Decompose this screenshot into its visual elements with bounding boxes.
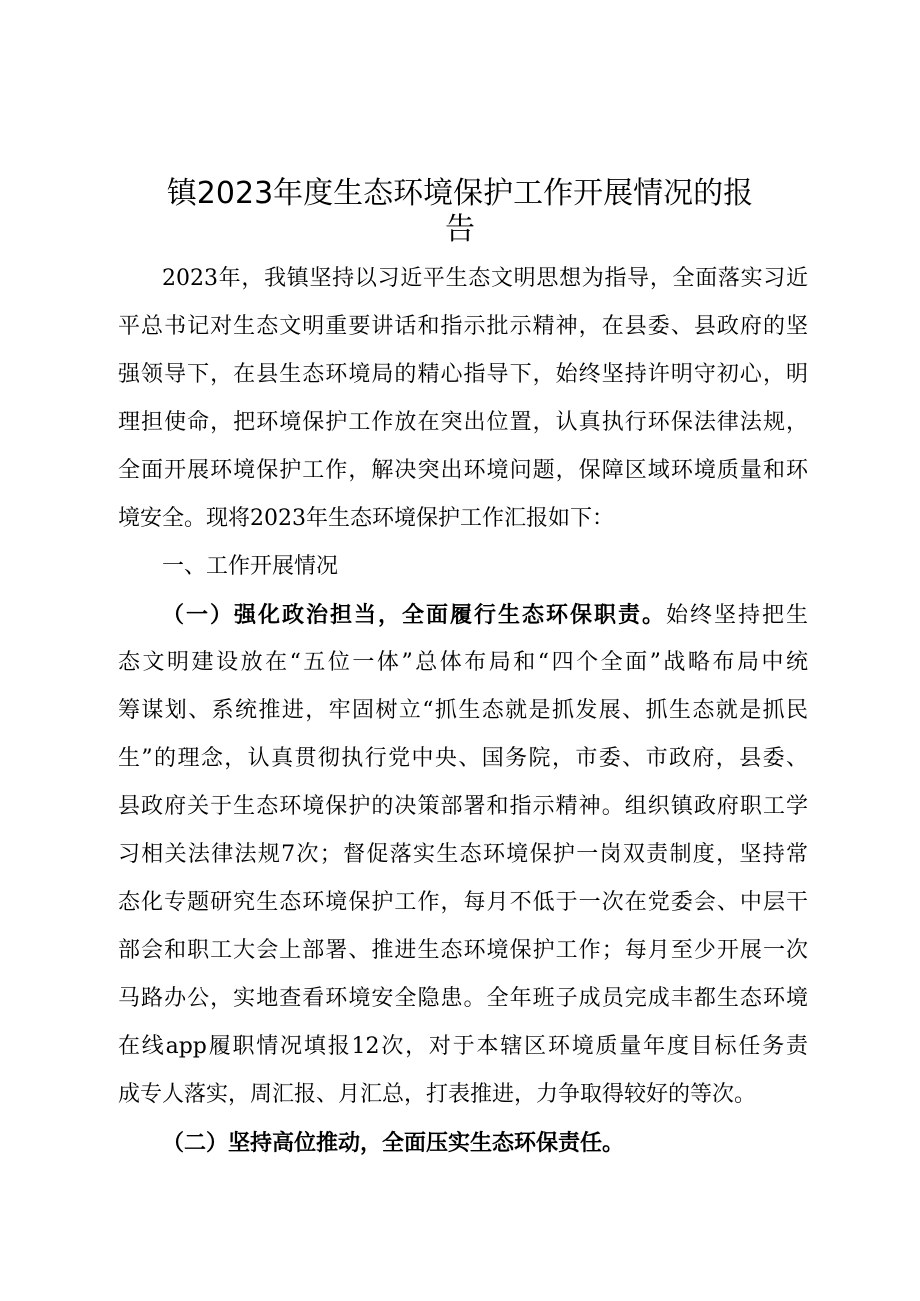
paragraph-line: 全面开展环境保护工作，解决突出环境问题，保障区域环境质量和环 <box>118 458 808 483</box>
subsection-heading: （一）强化政治担当，全面履行生态环保职责。 <box>162 602 666 628</box>
paragraph-line: 生”的理念，认真贯彻执行党中央、国务院，市委、市政府，县委、 <box>118 746 808 771</box>
paragraph-line: 理担使命，把环境保护工作放在突出位置，认真执行环保法律法规， <box>118 410 808 435</box>
paragraph-line: 县政府关于生态环境保护的决策部署和指示精神。组织镇政府职工学 <box>118 794 808 819</box>
paragraph-line: 境安全。现将2023年生态环境保护工作汇报如下： <box>118 506 614 531</box>
paragraph-line: 习相关法律法规7次；督促落实生态环境保护一岗双责制度，坚持常 <box>118 842 808 867</box>
subsection-first-line <box>162 600 808 631</box>
paragraph-line: 在线app履职情况填报12次，对于本辖区环境质量年度目标任务责 <box>118 1034 808 1059</box>
document-title-line2: 告 <box>445 212 475 247</box>
section-heading: 一、工作开展情况 <box>162 554 339 579</box>
subsection-text: 始终坚持把生 <box>665 603 808 628</box>
paragraph-line: 2023年，我镇坚持以习近平生态文明思想为指导，全面落实习近 <box>162 266 808 291</box>
paragraph-line: 强领导下，在县生态环境局的精心指导下，始终坚持许明守初心，明 <box>118 362 808 387</box>
paragraph-line: 筹谋划、系统推进，牢固树立“抓生态就是抓发展、抓生态就是抓民 <box>118 698 808 723</box>
paragraph-line: 马路办公，实地查看环境安全隐患。全年班子成员完成丰都生态环境 <box>118 986 808 1011</box>
paragraph-line: 成专人落实，周汇报、月汇总，打表推进，力争取得较好的等次。 <box>118 1082 757 1107</box>
paragraph-line: 部会和职工大会上部署、推进生态环境保护工作；每月至少开展一次 <box>118 938 808 963</box>
paragraph-line: 态文明建设放在“五位一体”总体布局和“四个全面”战略布局中统 <box>118 650 808 675</box>
paragraph-line: 态化专题研究生态环境保护工作，每月不低于一次在党委会、中层干 <box>118 890 808 915</box>
subsection-heading: （二）坚持高位推动，全面压实生态环保责任。 <box>162 1130 625 1156</box>
document-title-line1: 镇2023年度生态环境保护工作开展情况的报 <box>166 176 754 211</box>
paragraph-line: 平总书记对生态文明重要讲话和指示批示精神，在县委、县政府的坚 <box>118 314 808 339</box>
